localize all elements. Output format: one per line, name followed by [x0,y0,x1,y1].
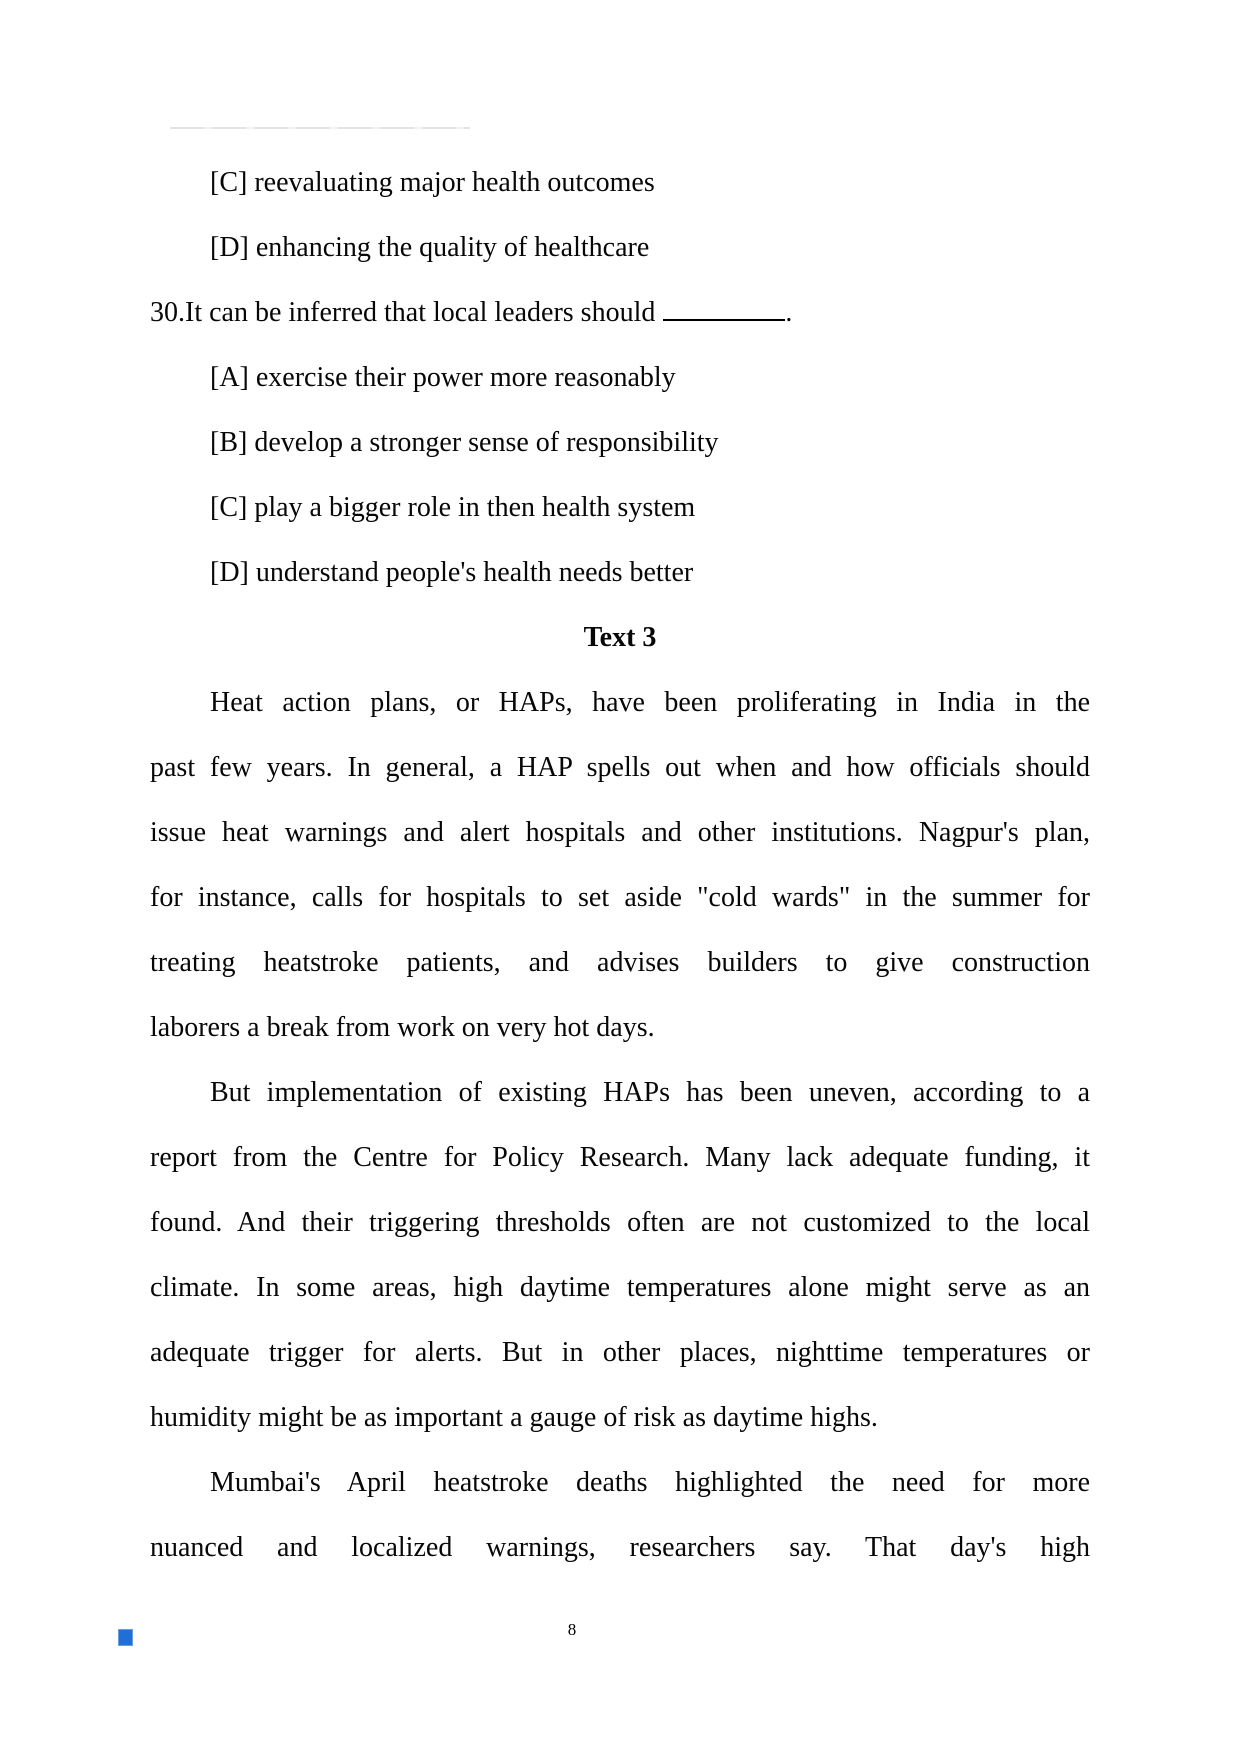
paragraph-line: Mumbai's April heatstroke deaths highlighted the need for more [210,1467,1090,1498]
paragraph-line: Heat action plans, or HAPs, have been proliferating in India in the [210,687,1090,718]
paragraph-line: report from the Centre for Policy Research. Many lack adequate funding, it [150,1142,1090,1173]
paragraph-line: nuanced and localized warnings, researchers say. That day's high [150,1532,1090,1563]
paragraph-line: laborers a break from work on very hot days. [150,1012,655,1043]
option-line: [D] understand people's health needs better [210,557,694,588]
question-period: . [785,297,793,328]
paragraph-line: past few years. In general, a HAP spells out when and how officials should [150,752,1090,783]
passage-paragraphs [150,670,1090,1580]
blue-square-marker-icon [118,1629,133,1646]
document-page-content [150,150,1090,1580]
paragraph-line: adequate trigger for alerts. But in other places, nighttime temperatures or [150,1337,1090,1368]
option-line: [D] enhancing the quality of healthcare [210,232,650,263]
paragraph-line: treating heatstroke patients, and advises builders to give construction [150,947,1090,978]
answer-blank [663,291,785,321]
question-text: 30.It can be inferred that local leaders should [150,297,656,328]
page-number: 8 [567,1620,577,1639]
section-heading: Text 3 [583,622,657,653]
option-line: [C] reevaluating major health outcomes [210,167,655,198]
paragraph [150,670,1090,1060]
paragraph-line: humidity might be as important a gauge of risk as daytime highs. [150,1402,878,1433]
previous-question-options [150,150,1090,280]
paragraph-line: But implementation of existing HAPs has been uneven, according to a [210,1077,1090,1108]
question-options [150,345,1090,605]
question-line [150,280,1090,345]
scan-artifact-line [170,127,470,129]
paragraph [150,1060,1090,1450]
option-line: [C] play a bigger role in then health system [210,492,696,523]
paragraph-line: found. And their triggering thresholds often are not customized to the local [150,1207,1090,1238]
paragraph-line: issue heat warnings and alert hospitals and other institutions. Nagpur's plan, [150,817,1090,848]
paragraph-line: climate. In some areas, high daytime temperatures alone might serve as an [150,1272,1090,1303]
option-line: [A] exercise their power more reasonably [210,362,676,393]
option-line: [B] develop a stronger sense of responsibility [210,427,719,458]
paragraph-line: for instance, calls for hospitals to set aside "cold wards" in the summer for [150,882,1090,913]
paragraph [150,1450,1090,1580]
